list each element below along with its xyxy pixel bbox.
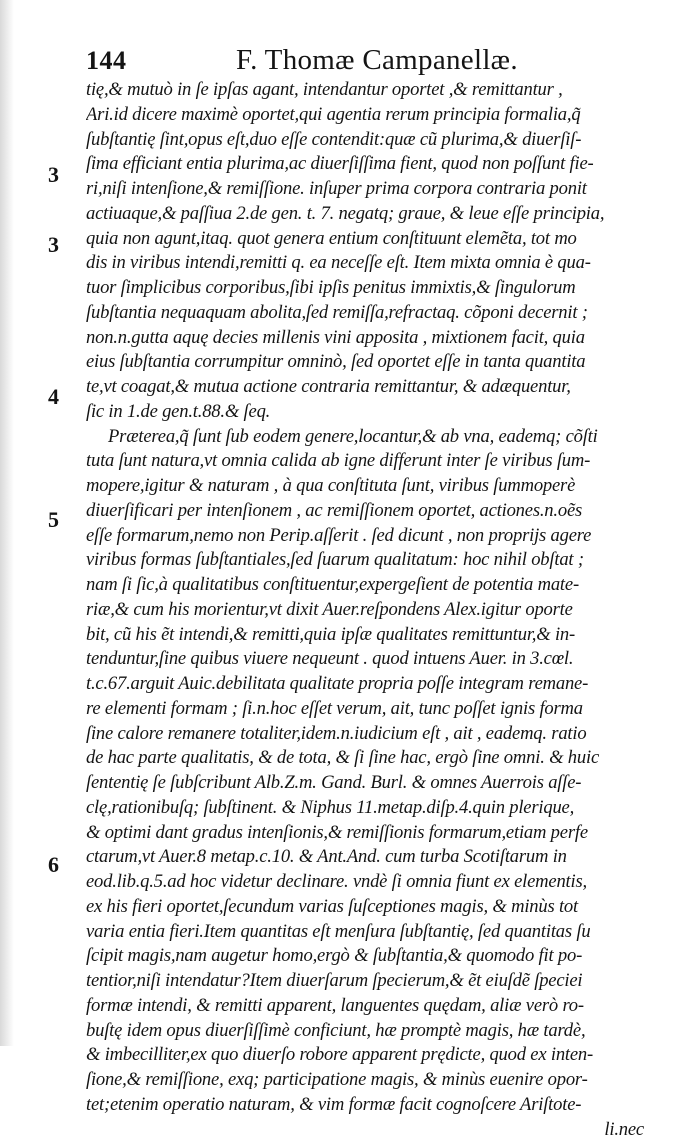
text-line: eſſe formarum,nemo non Perip.aſſerit . ſed dicunt , non proprijs agere <box>86 524 656 549</box>
text-line: ſubſtantia nequaquam abolita,ſed remiſſa,refractaq. cõponi decernit ; <box>86 301 656 326</box>
body-text <box>86 78 656 1142</box>
text-line: te,vt coagat,& mutua actione contraria remittantur, & adæquentur, <box>86 375 656 400</box>
text-line: t.c.67.arguit Auic.debilitata qualitate propria poſſe integram remane- <box>86 672 656 697</box>
text-line: quia non agunt,itaq. quot genera entium conſtituunt elemẽta, tot mo <box>86 227 656 252</box>
text-line: diuerſificari per intenſionem , ac remiſſionem oportet, actiones.n.oẽs <box>86 499 656 524</box>
text-line: riæ,& cum his morientur,vt dixit Auer.reſpondens Alex.igitur oporte <box>86 598 656 623</box>
text-line: clę,rationibuſq; ſubſtinent. & Niphus 11.metap.diſp.4.quin plerique, <box>86 796 656 821</box>
text-line: Ari.id dicere maximè oportet,qui agentia rerum principia formalia,q̃ <box>86 103 656 128</box>
text-line: de hac parte qualitatis, & de tota, & ſi ſine hac, ergò ſine omni. & huic <box>86 746 656 771</box>
margin-numbers <box>0 0 80 1046</box>
text-line: mopere,igitur & naturam , à qua conſtituta ſunt, viribus ſummoperè <box>86 474 656 499</box>
text-line: & imbecilliter,ex quo diuerſo robore apparent prędicte, quod ex inten- <box>86 1043 656 1068</box>
margin-number: 6 <box>48 852 59 878</box>
text-line: bit, cũ his ẽt intendi,& remitti,quia ipſæ qualitates remittuntur,& in- <box>86 623 656 648</box>
page-number: 144 <box>86 46 127 76</box>
text-line: viribus formas ſubſtantiales,ſed ſuarum qualitatum: hoc nihil obſtat ; <box>86 548 656 573</box>
paragraph-start-line: Præterea,q̃ ſunt ſub eodem genere,locantur,& ab vna, eademq; cõſti <box>86 425 656 450</box>
text-line: actiuaque,& paſſiua 2.de gen. t. 7. negatq; graue, & leue eſſe principia, <box>86 202 656 227</box>
text-line: tuor ſimplicibus corporibus,ſibi ipſis penitus immixtis,& ſingulorum <box>86 276 656 301</box>
text-line: ſubſtantię ſint,opus eſt,duo eſſe contendit:quæ cũ plurima,& diuerſiſ- <box>86 128 656 153</box>
text-line: non.n.gutta aquę decies millenis vini apposita , mixtionem facit, quia <box>86 326 656 351</box>
text-line: ex his fieri oportet,ſecundum varias ſuſceptiones magis, & minùs tot <box>86 895 656 920</box>
text-line: & optimi dant gradus intenſionis,& remiſſionis formarum,etiam perfe <box>86 821 656 846</box>
text-line: ctarum,vt Auer.8 metap.c.10. & Ant.And. cum turba Scotiſtarum in <box>86 845 656 870</box>
text-line: tię,& mutuò in ſe ipſas agant, intendantur oportet ,& remittantur , <box>86 78 656 103</box>
text-line: eod.lib.q.5.ad hoc videtur declinare. vndè ſi omnia fiunt ex elementis, <box>86 870 656 895</box>
text-line: tet;etenim operatio naturam, & vim formæ facit cognoſcere Ariſtote- <box>86 1093 656 1118</box>
text-line: ri,niſi intenſione,& remiſſione. inſuper prima corpora contraria ponit <box>86 177 656 202</box>
margin-number: 3 <box>48 162 59 188</box>
page-header <box>86 44 646 80</box>
text-line: re elementi formam ; ſi.n.hoc eſſet verum, ait, tunc poſſet ignis forma <box>86 697 656 722</box>
text-line: ſima efficiant entia plurima,ac diuerſiſſima fient, quod non poſſunt fie- <box>86 152 656 177</box>
text-line: ſine calore remanere totaliter,idem.n.iudicium eſt , ait , eademq. ratio <box>86 722 656 747</box>
text-line: tuta ſunt natura,vt omnia calida ab igne differunt inter ſe viribus ſum- <box>86 449 656 474</box>
text-line: dis in viribus intendi,remitti q. ea neceſſe eſt. Item mixta omnia è qua- <box>86 251 656 276</box>
margin-number: 4 <box>48 384 59 410</box>
text-line: tenduntur,ſine quibus viuere nequeunt . quod intuens Auer. in 3.cœl. <box>86 647 656 672</box>
text-line: ſione,& remiſſione, exq; participatione magis, & minùs euenire opor- <box>86 1068 656 1093</box>
text-line: buſtę idem opus diuerſiſſimè conficiunt, hæ promptè magis, hæ tardè, <box>86 1019 656 1044</box>
margin-number: 3 <box>48 232 59 258</box>
text-line: formæ intendi, & remitti apparent, languentes quędam, aliæ verò ro- <box>86 994 656 1019</box>
text-line: varia entia fieri.Item quantitas eſt menſura ſubſtantię, ſed quantitas ſu <box>86 920 656 945</box>
catchword: li.nec <box>86 1118 656 1142</box>
margin-number: 5 <box>48 507 59 533</box>
text-line: ſcipit magis,nam augetur homo,ergò & ſubſtantia,& quomodo fit po- <box>86 944 656 969</box>
running-title: F. Thomæ Campanellæ. <box>236 44 518 77</box>
text-line: nam ſi ſic,à qualitatibus conſtituentur,expergeſient de potentia mate- <box>86 573 656 598</box>
text-line: ſic in 1.de gen.t.88.& ſeq. <box>86 400 656 425</box>
text-line: ſententię ſe ſubſcribunt Alb.Z.m. Gand. Burl. & omnes Auerrois aſſe- <box>86 771 656 796</box>
text-line: tentior,niſi intendatur?Item diuerſarum ſpecierum,& ẽt eiuſdẽ ſpeciei <box>86 969 656 994</box>
text-line: eius ſubſtantia corrumpitur omninò, ſed oportet eſſe in tanta quantita <box>86 350 656 375</box>
